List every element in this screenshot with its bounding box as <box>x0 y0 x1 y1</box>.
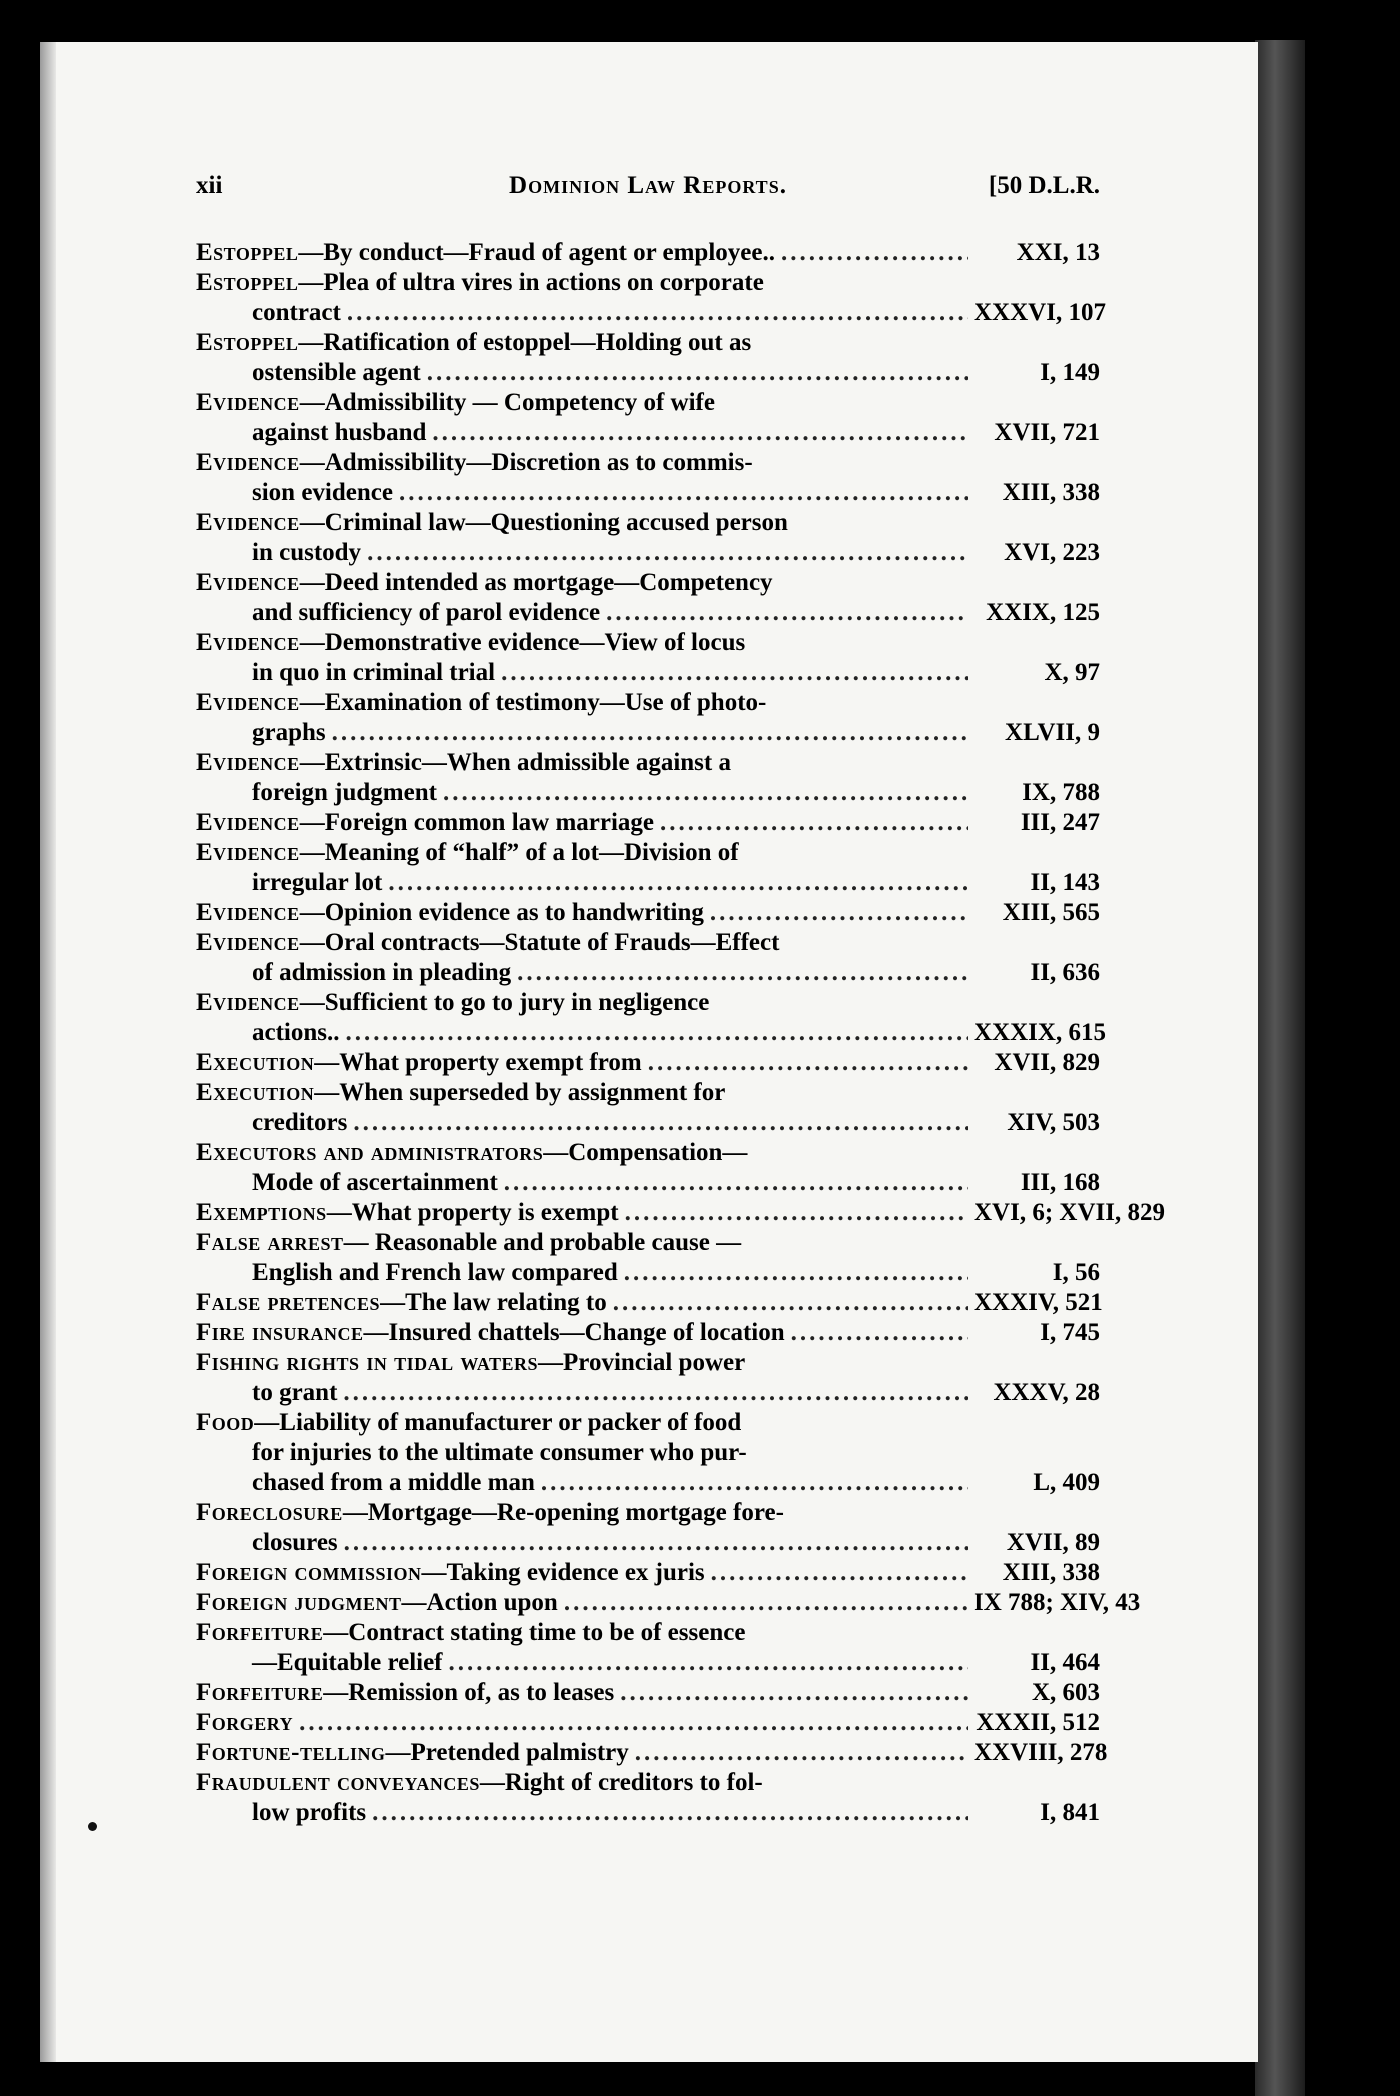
index-entry <box>196 1558 1100 1588</box>
dot-leader <box>620 1678 968 1708</box>
index-entry <box>196 1738 1108 1768</box>
entry-heading: Fortune-telling <box>196 1739 386 1766</box>
index-entry <box>196 928 1100 988</box>
entry-description: —Demonstrative evidence—View of locus <box>299 629 746 656</box>
entry-description: —Sufficient to go to jury in negligence <box>299 989 710 1016</box>
entry-description: —Mortgage—Re-opening mortgage fore- <box>342 1499 784 1526</box>
index-entry <box>196 898 1100 928</box>
entry-description: to grant <box>252 1379 338 1406</box>
entry-first-line <box>196 508 1100 538</box>
entry-first-line <box>196 1288 1103 1318</box>
entry-continuation-line <box>196 1468 1100 1498</box>
entry-heading: Evidence <box>196 929 300 956</box>
entry-heading: Foreign judgment <box>196 1589 402 1616</box>
entry-citation: XVI, 6; XVII, 829 <box>974 1199 1165 1226</box>
entry-description: and sufficiency of parol evidence <box>252 599 601 626</box>
dot-leader <box>648 1048 968 1078</box>
entry-first-line <box>196 1618 1100 1648</box>
entry-description: —Ratification of estoppel—Holding out as <box>298 329 752 356</box>
entry-description: in custody <box>252 539 362 566</box>
entry-description: —Pretended palmistry <box>385 1739 629 1766</box>
entry-citation: XIII, 338 <box>1002 479 1100 506</box>
entry-description: —Liability of manufacturer or packer of food <box>254 1409 742 1436</box>
dot-leader <box>635 1738 968 1768</box>
entry-heading: Evidence <box>196 809 300 836</box>
dot-leader <box>367 538 968 568</box>
entry-first-line <box>196 1078 1100 1108</box>
entry-citation: XXXVI, 107 <box>974 299 1106 326</box>
entry-heading: False pretences <box>196 1289 381 1316</box>
dot-leader <box>791 1318 968 1348</box>
entry-first-line <box>196 1048 1100 1078</box>
index-entry <box>196 628 1100 688</box>
dot-leader <box>449 1648 968 1678</box>
entry-description: —Foreign common law marriage <box>299 809 655 836</box>
entry-description: low profits <box>252 1799 367 1826</box>
entry-continuation-line <box>196 1258 1100 1288</box>
entry-first-line <box>196 238 1100 268</box>
entry-citation: XIII, 338 <box>1002 1559 1100 1586</box>
entry-citation: X, 603 <box>1031 1679 1100 1706</box>
entry-description: —What property is exempt <box>326 1199 619 1226</box>
entry-citation: IX, 788 <box>1022 779 1100 806</box>
dot-leader <box>517 958 968 988</box>
entry-first-line <box>196 1408 1100 1438</box>
page-gutter-shadow <box>40 42 56 2062</box>
entry-description: Mode of ascertainment <box>252 1169 498 1196</box>
entry-citation: XXXIX, 615 <box>974 1019 1106 1046</box>
dot-leader <box>501 658 968 688</box>
entry-heading: Food <box>196 1409 255 1436</box>
entry-first-line <box>196 1678 1100 1708</box>
entry-description: for injuries to the ultimate consumer who pur- <box>252 1439 747 1466</box>
entry-description: of admission in pleading <box>252 959 512 986</box>
entry-citation: XLVII, 9 <box>1005 719 1100 746</box>
scan-edge <box>1255 40 1305 2096</box>
entry-continuation-line <box>196 778 1100 808</box>
entry-first-line <box>196 1768 1100 1798</box>
entry-description: sion evidence <box>252 479 393 506</box>
entry-heading: Forfeiture <box>196 1679 324 1706</box>
index-entry <box>196 1078 1100 1138</box>
entry-heading: Foreign commission <box>196 1559 422 1586</box>
index-entry <box>196 1588 1141 1618</box>
entry-description: against husband <box>252 419 427 446</box>
entry-heading: Evidence <box>196 569 300 596</box>
entry-citation: IX 788; XIV, 43 <box>974 1589 1141 1616</box>
entry-description: —Admissibility — Competency of wife <box>299 389 715 416</box>
entry-citation: III, 168 <box>1020 1169 1100 1196</box>
entry-citation: XXXII, 512 <box>976 1709 1100 1736</box>
entry-heading: Evidence <box>196 689 300 716</box>
entry-continuation-line <box>196 658 1100 688</box>
entry-heading: Estoppel <box>196 329 299 356</box>
entry-citation: XVII, 721 <box>994 419 1100 446</box>
entry-continuation-line <box>196 598 1100 628</box>
entry-heading: Evidence <box>196 449 300 476</box>
index-entry <box>196 1678 1100 1708</box>
entry-first-line <box>196 1498 1100 1528</box>
entry-citation: XVII, 89 <box>1006 1529 1100 1556</box>
entry-continuation-line <box>196 1438 1100 1468</box>
entry-heading: Executors and administrators <box>196 1139 544 1166</box>
entry-citation: II, 464 <box>1030 1649 1100 1676</box>
entry-heading: Forgery <box>196 1709 294 1736</box>
entry-description: English and French law compared <box>252 1259 618 1286</box>
index-entry <box>196 1408 1100 1498</box>
entry-continuation-line <box>196 358 1100 388</box>
entry-description: graphs <box>252 719 326 746</box>
entry-first-line <box>196 898 1100 928</box>
dot-leader <box>443 778 968 808</box>
entry-description: —When superseded by assignment for <box>314 1079 726 1106</box>
index-entry <box>196 1498 1100 1558</box>
entry-continuation-line <box>196 1018 1106 1048</box>
entry-citation: III, 247 <box>1020 809 1100 836</box>
dot-leader <box>432 418 968 448</box>
entry-first-line <box>196 1228 1100 1258</box>
index-entry <box>196 1318 1100 1348</box>
index-entry <box>196 448 1100 508</box>
entry-description: —What property exempt from <box>314 1049 642 1076</box>
entry-heading: False arrest <box>196 1229 344 1256</box>
entry-heading: Fire insurance <box>196 1319 364 1346</box>
entry-heading: Evidence <box>196 389 300 416</box>
entry-citation: XXIX, 125 <box>986 599 1100 626</box>
entry-description: foreign judgment <box>252 779 437 806</box>
entry-citation: I, 149 <box>1040 359 1100 386</box>
margin-mark <box>88 1822 97 1831</box>
entry-description: —Criminal law—Questioning accused person <box>299 509 788 536</box>
entry-citation: XIV, 503 <box>1007 1109 1100 1136</box>
entry-heading: Evidence <box>196 629 300 656</box>
entry-first-line <box>196 1138 1100 1168</box>
entry-citation: II, 143 <box>1030 869 1100 896</box>
dot-leader <box>372 1798 968 1828</box>
entry-description: —Compensation— <box>543 1139 748 1166</box>
index-entry <box>196 838 1100 898</box>
entry-description: —Action upon <box>401 1589 558 1616</box>
index-entry <box>196 1618 1100 1678</box>
entry-description: contract <box>252 299 341 326</box>
index-entry <box>196 268 1106 328</box>
entry-description: —Right of creditors to fol- <box>479 1769 763 1796</box>
dot-leader <box>344 1528 968 1558</box>
dot-leader <box>625 1198 968 1228</box>
entry-first-line <box>196 1558 1100 1588</box>
dot-leader <box>332 718 968 748</box>
entry-continuation-line <box>196 1378 1100 1408</box>
entry-description: — Reasonable and probable cause — <box>343 1229 742 1256</box>
entry-description: closures <box>252 1529 338 1556</box>
entry-first-line <box>196 1198 1165 1228</box>
entry-heading: Evidence <box>196 509 300 536</box>
dot-leader <box>660 808 968 838</box>
entry-continuation-line <box>196 868 1100 898</box>
entry-citation: I, 56 <box>1052 1259 1100 1286</box>
index-entry <box>196 1288 1103 1318</box>
entry-heading: Execution <box>196 1049 315 1076</box>
entry-first-line <box>196 928 1100 958</box>
index-entries <box>196 238 1165 1828</box>
entry-first-line <box>196 1318 1100 1348</box>
entry-heading: Estoppel <box>196 269 299 296</box>
entry-description: —Taking evidence ex juris <box>421 1559 705 1586</box>
entry-first-line <box>196 1708 1100 1738</box>
entry-heading: Evidence <box>196 839 300 866</box>
dot-leader <box>710 898 968 928</box>
entry-citation: XVI, 223 <box>1004 539 1100 566</box>
dot-leader <box>399 478 968 508</box>
entry-description: in quo in criminal trial <box>252 659 496 686</box>
entry-description: —Deed intended as mortgage—Competency <box>299 569 773 596</box>
entry-first-line <box>196 328 1100 358</box>
dot-leader <box>347 298 968 328</box>
entry-heading: Evidence <box>196 749 300 776</box>
entry-heading: Forfeiture <box>196 1619 324 1646</box>
entry-first-line <box>196 1348 1100 1378</box>
entry-citation: XXXIV, 521 <box>974 1289 1103 1316</box>
entry-citation: II, 636 <box>1030 959 1100 986</box>
entry-description: —Meaning of “half” of a lot—Division of <box>299 839 739 866</box>
index-entry <box>196 508 1100 568</box>
index-entry <box>196 988 1106 1048</box>
entry-description: —Admissibility—Discretion as to commis- <box>299 449 753 476</box>
index-entry <box>196 1708 1100 1738</box>
entry-first-line <box>196 268 1100 298</box>
dot-leader <box>343 1378 968 1408</box>
entry-heading: Evidence <box>196 899 300 926</box>
entry-continuation-line <box>196 718 1100 748</box>
entry-first-line <box>196 838 1100 868</box>
dot-leader <box>564 1588 968 1618</box>
page-number: xii <box>196 172 223 199</box>
entry-description: —Provincial power <box>538 1349 746 1376</box>
entry-citation: XIII, 565 <box>1002 899 1100 926</box>
entry-continuation-line <box>196 1168 1100 1198</box>
entry-first-line <box>196 388 1100 418</box>
entry-first-line <box>196 568 1100 598</box>
entry-citation: X, 97 <box>1044 659 1100 686</box>
index-entry <box>196 1048 1100 1078</box>
entry-continuation-line <box>196 418 1100 448</box>
entry-description: —Examination of testimony—Use of photo- <box>299 689 767 716</box>
index-entry <box>196 1228 1100 1288</box>
entry-citation: XXI, 13 <box>1016 239 1100 266</box>
entry-description: —Extrinsic—When admissible against a <box>299 749 731 776</box>
entry-heading: Fraudulent conveyances <box>196 1769 480 1796</box>
dot-leader <box>504 1168 968 1198</box>
entry-description: —Contract stating time to be of essence <box>323 1619 746 1646</box>
entry-description: irregular lot <box>252 869 383 896</box>
index-entry <box>196 388 1100 448</box>
entry-first-line <box>196 628 1100 658</box>
entry-heading: Fishing rights in tidal waters <box>196 1349 539 1376</box>
index-entry <box>196 1198 1165 1228</box>
entry-description: —Opinion evidence as to handwriting <box>299 899 704 926</box>
volume-reference: [50 D.L.R. <box>988 172 1100 199</box>
dot-leader <box>346 1018 969 1048</box>
entry-heading: Estoppel <box>196 239 299 266</box>
index-entry <box>196 238 1100 268</box>
dot-leader <box>353 1108 968 1138</box>
entry-heading: Foreclosure <box>196 1499 343 1526</box>
entry-description: chased from a middle man <box>252 1469 535 1496</box>
entry-continuation-line <box>196 1108 1100 1138</box>
entry-citation: XVII, 829 <box>994 1049 1100 1076</box>
entry-first-line <box>196 988 1100 1018</box>
index-entry <box>196 328 1100 388</box>
dot-leader <box>541 1468 968 1498</box>
entry-continuation-line <box>196 958 1100 988</box>
index-entry <box>196 1138 1100 1198</box>
dot-leader <box>606 598 968 628</box>
dot-leader <box>624 1258 968 1288</box>
entry-continuation-line <box>196 478 1100 508</box>
entry-description: —By conduct—Fraud of agent or employee.. <box>298 239 775 266</box>
entry-heading: Execution <box>196 1079 315 1106</box>
dot-leader <box>388 868 968 898</box>
entry-citation: L, 409 <box>1033 1469 1100 1496</box>
entry-citation: I, 841 <box>1040 1799 1100 1826</box>
index-entry <box>196 688 1100 748</box>
entry-citation: XXXV, 28 <box>993 1379 1100 1406</box>
dot-leader <box>711 1558 968 1588</box>
index-entry <box>196 1348 1100 1408</box>
index-entry <box>196 808 1100 838</box>
entry-description: —Insured chattels—Change of location <box>363 1319 785 1346</box>
entry-continuation-line <box>196 538 1100 568</box>
entry-first-line <box>196 1588 1141 1618</box>
entry-continuation-line <box>196 1648 1100 1678</box>
entry-description: creditors <box>252 1109 348 1136</box>
entry-description: —Remission of, as to leases <box>323 1679 615 1706</box>
entry-first-line <box>196 448 1100 478</box>
running-title: Dominion Law Reports. <box>509 172 787 199</box>
entry-description: actions.. <box>252 1019 340 1046</box>
entry-description: —Oral contracts—Statute of Frauds—Effect <box>299 929 780 956</box>
entry-description: —Equitable relief <box>252 1649 443 1676</box>
entry-first-line <box>196 748 1100 778</box>
dot-leader <box>299 1708 968 1738</box>
entry-heading: Evidence <box>196 989 300 1016</box>
dot-leader <box>427 358 968 388</box>
entry-first-line <box>196 808 1100 838</box>
entry-citation: XXVIII, 278 <box>974 1739 1108 1766</box>
entry-continuation-line <box>196 1798 1100 1828</box>
dot-leader <box>613 1288 968 1318</box>
index-entry <box>196 748 1100 808</box>
index-entry <box>196 568 1100 628</box>
index-entry <box>196 1768 1100 1828</box>
entry-citation: I, 745 <box>1040 1319 1100 1346</box>
page-header <box>196 172 1100 212</box>
entry-continuation-line <box>196 298 1106 328</box>
entry-description: ostensible agent <box>252 359 421 386</box>
entry-heading: Exemptions <box>196 1199 327 1226</box>
entry-description: —Plea of ultra vires in actions on corporate <box>298 269 764 296</box>
entry-continuation-line <box>196 1528 1100 1558</box>
entry-first-line <box>196 688 1100 718</box>
entry-description: —The law relating to <box>380 1289 607 1316</box>
dot-leader <box>781 238 968 268</box>
entry-first-line <box>196 1738 1108 1768</box>
